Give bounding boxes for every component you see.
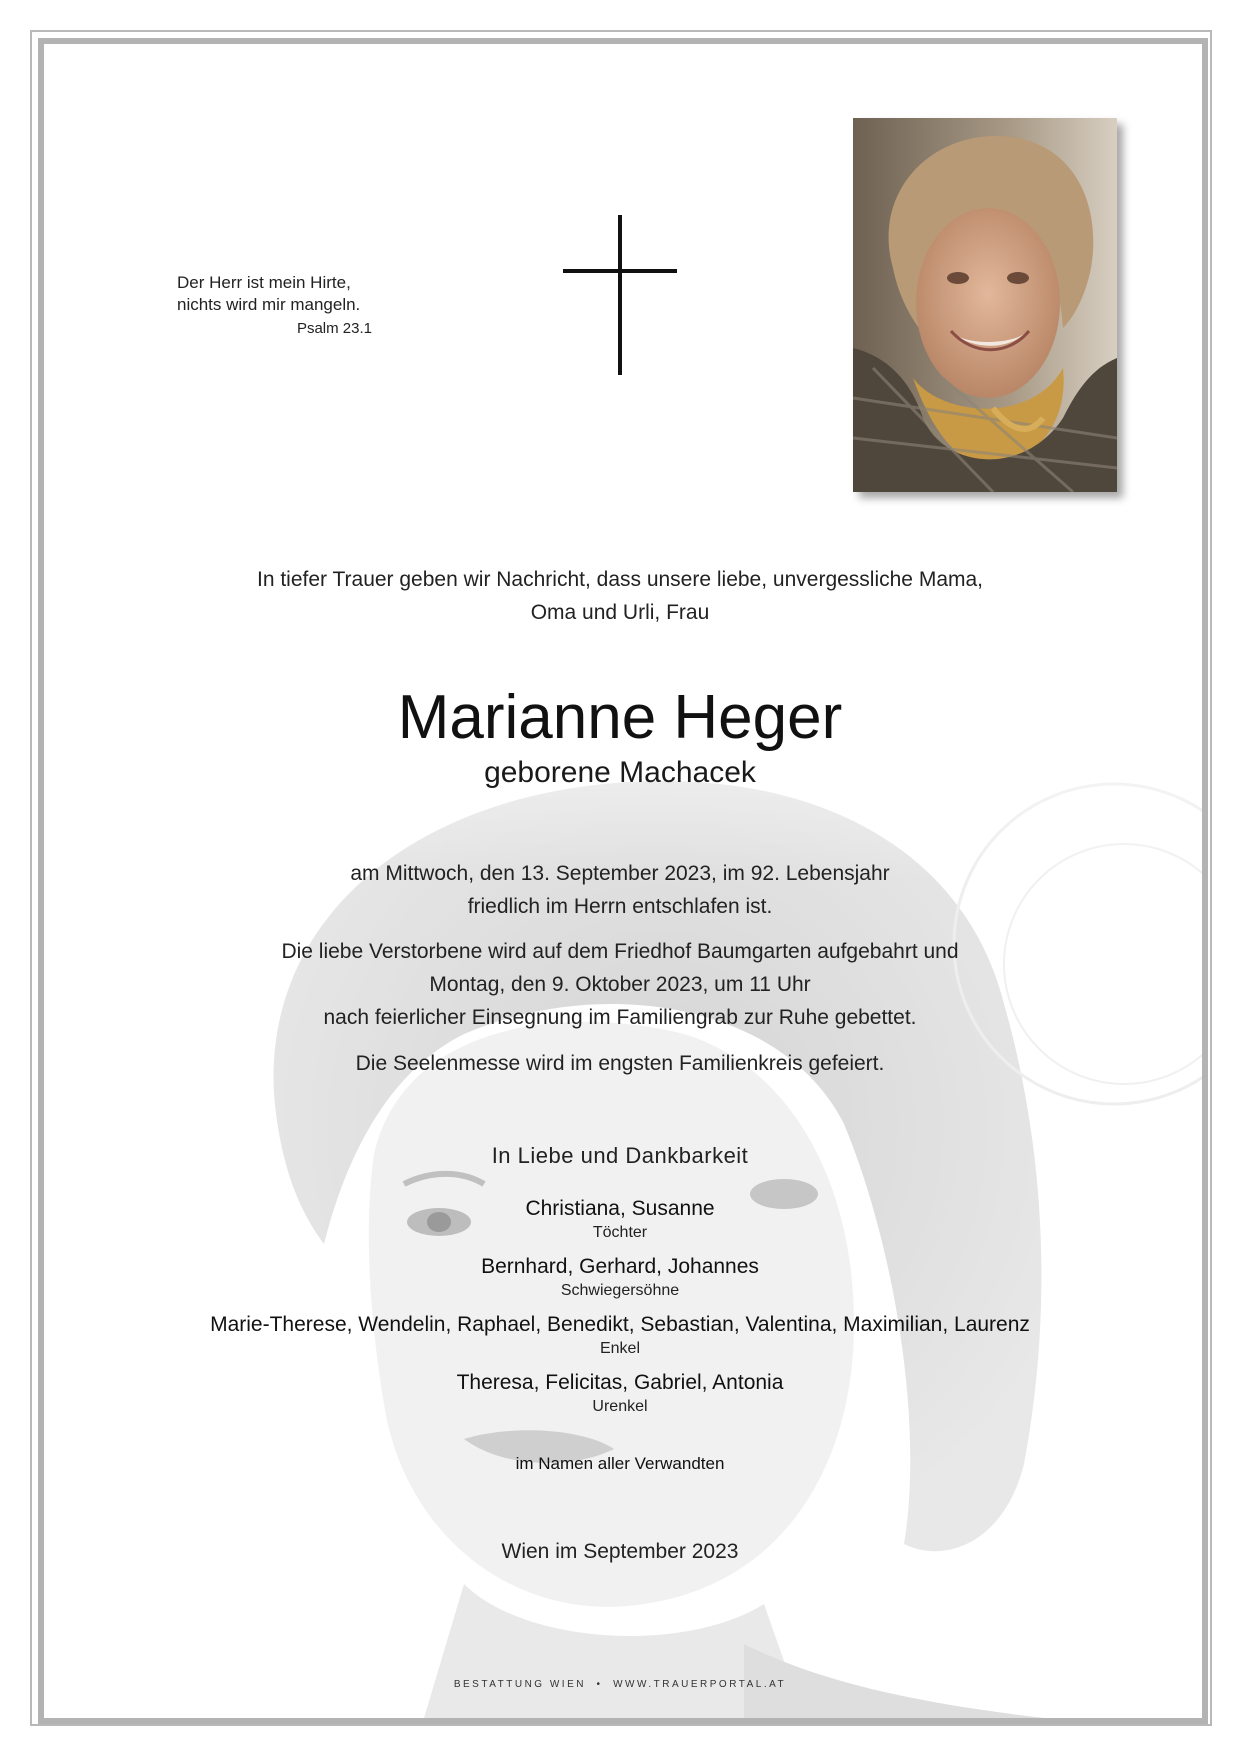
death-line-1: am Mittwoch, den 13. September 2023, im 92. Lebensjahr: [350, 862, 890, 885]
family-group-grandchildren: [0, 1311, 1240, 1359]
death-line-2: friedlich im Herrn entschlafen ist.: [467, 895, 773, 918]
place-and-date: Wien im September 2023: [501, 1540, 739, 1563]
family-relation: Töchter: [592, 1224, 648, 1241]
family-group-sons-in-law: [0, 1253, 1240, 1301]
burial-line-1: Die liebe Verstorbene wird auf dem Friedhof Baumgarten aufgebahrt und: [281, 940, 959, 963]
footer-credit: BESTATTUNG WIEN • WWW.TRAUERPORTAL.AT: [453, 1679, 787, 1690]
portrait-image: [853, 118, 1117, 492]
deceased-name: Marianne Heger: [397, 683, 843, 752]
family-relation: Enkel: [599, 1340, 641, 1357]
family-group-daughters: [0, 1195, 1240, 1243]
burial-line-2: Montag, den 9. Oktober 2023, um 11 Uhr: [429, 973, 811, 996]
death-notice: [0, 857, 1240, 923]
intro-line-2: Oma und Urli, Frau: [530, 601, 710, 624]
family-relation: Schwiegersöhne: [560, 1282, 680, 1299]
deceased-photo: [853, 118, 1117, 492]
maiden-name: geborene Machacek: [484, 756, 756, 789]
family-names: Marie-Therese, Wendelin, Raphael, Benedikt, Sebastian, Valentina, Maximilian, Laurenz: [210, 1313, 1030, 1336]
burial-line-3: nach feierlicher Einsegnung im Familiengrab zur Ruhe gebettet.: [323, 1006, 917, 1029]
closing-phrase: In Liebe und Dankbarkeit: [491, 1143, 749, 1168]
intro-line-1: In tiefer Trauer geben wir Nachricht, dass unsere liebe, unvergessliche Mama,: [256, 568, 984, 591]
family-list: [0, 1195, 1240, 1427]
family-names: Bernhard, Gerhard, Johannes: [481, 1255, 759, 1278]
family-names: Theresa, Felicitas, Gabriel, Antonia: [456, 1371, 784, 1394]
psalm-line-2: nichts wird mir mangeln.: [177, 295, 361, 314]
psalm-reference: Psalm 23.1: [296, 320, 372, 337]
intro-text: [0, 563, 1240, 629]
mass-notice: Die Seelenmesse wird im engsten Familienkreis gefeiert.: [355, 1052, 885, 1075]
burial-notice: [0, 935, 1240, 1034]
psalm-quote: [177, 272, 372, 340]
cross-icon: [563, 215, 677, 375]
family-names: Christiana, Susanne: [525, 1197, 715, 1220]
relatives-note: im Namen aller Verwandten: [515, 1454, 725, 1473]
family-relation: Urenkel: [592, 1398, 648, 1415]
family-group-great-grandchildren: [0, 1369, 1240, 1417]
psalm-line-1: Der Herr ist mein Hirte,: [177, 273, 351, 292]
